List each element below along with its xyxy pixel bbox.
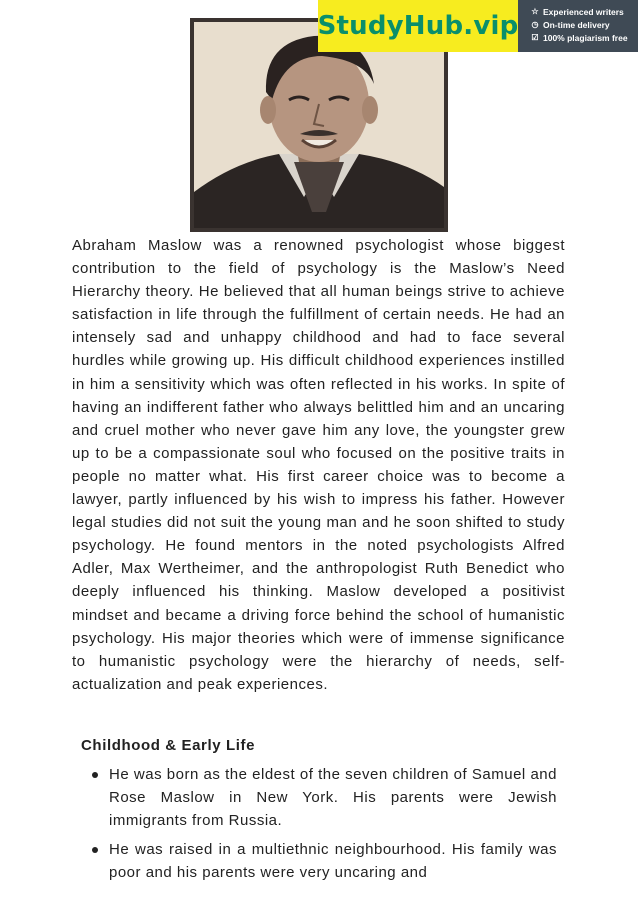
perk-label: 100% plagiarism free — [543, 33, 628, 43]
perk-item — [530, 32, 638, 44]
perk-label: On-time delivery — [543, 20, 610, 30]
bullet-list — [92, 763, 557, 889]
studyhub-banner[interactable] — [318, 0, 638, 52]
perk-item — [530, 6, 638, 18]
banner-perks-list — [518, 0, 638, 52]
list-item: He was born as the eldest of the seven children of Samuel and Rose Maslow in New York. His parents were Jewish immigrants from Russia. — [92, 763, 557, 833]
portrait-image — [194, 22, 444, 228]
clock-icon: ◷ — [531, 20, 539, 29]
studyhub-logo[interactable]: StudyHub.vip — [318, 0, 518, 52]
section-heading: Childhood & Early Life — [81, 737, 256, 754]
star-icon: ☆ — [531, 7, 539, 16]
intro-paragraph: Abraham Maslow was a renowned psychologist whose biggest contribution to the field of psychology is the Maslow’s Need Hierarchy theory. He believed that all human beings strive to achieve satisfaction in life through the fulfillment of certain needs. He had an intensely sad and unhappy childhood and had to face several hurdles while growing up. His difficult childhood experiences instilled in him a sensitivity which was often reflected in his works. In spite of having an indifferent father who always belittled him and an uncaring and cruel mother who never gave him any love, the youngster grew up to be a compassionate soul who focused on the positive traits in people no matter what. His first career choice was to become a lawyer, partly influenced by his wish to impress his father. However legal studies did not suit the young man and he soon shifted to study psychology. He found mentors in the noted psychologists Alfred Adler, Max Wertheimer, and the anthropologist Ruth Benedict who deeply influenced his thinking. Maslow developed a positivist mindset and became a driving force behind the school of humanistic psychology. His major theories which were of immense significance to humanistic psychology were the hierarchy of needs, self-actualization and peak experiences. — [72, 237, 565, 693]
list-item: He was raised in a multiethnic neighbourhood. His family was poor and his parents were very uncaring and — [92, 838, 557, 884]
perk-item — [530, 19, 638, 31]
perk-label: Experienced writers — [543, 7, 624, 17]
portrait-illustration — [194, 22, 444, 228]
check-icon: ☑ — [531, 33, 539, 42]
